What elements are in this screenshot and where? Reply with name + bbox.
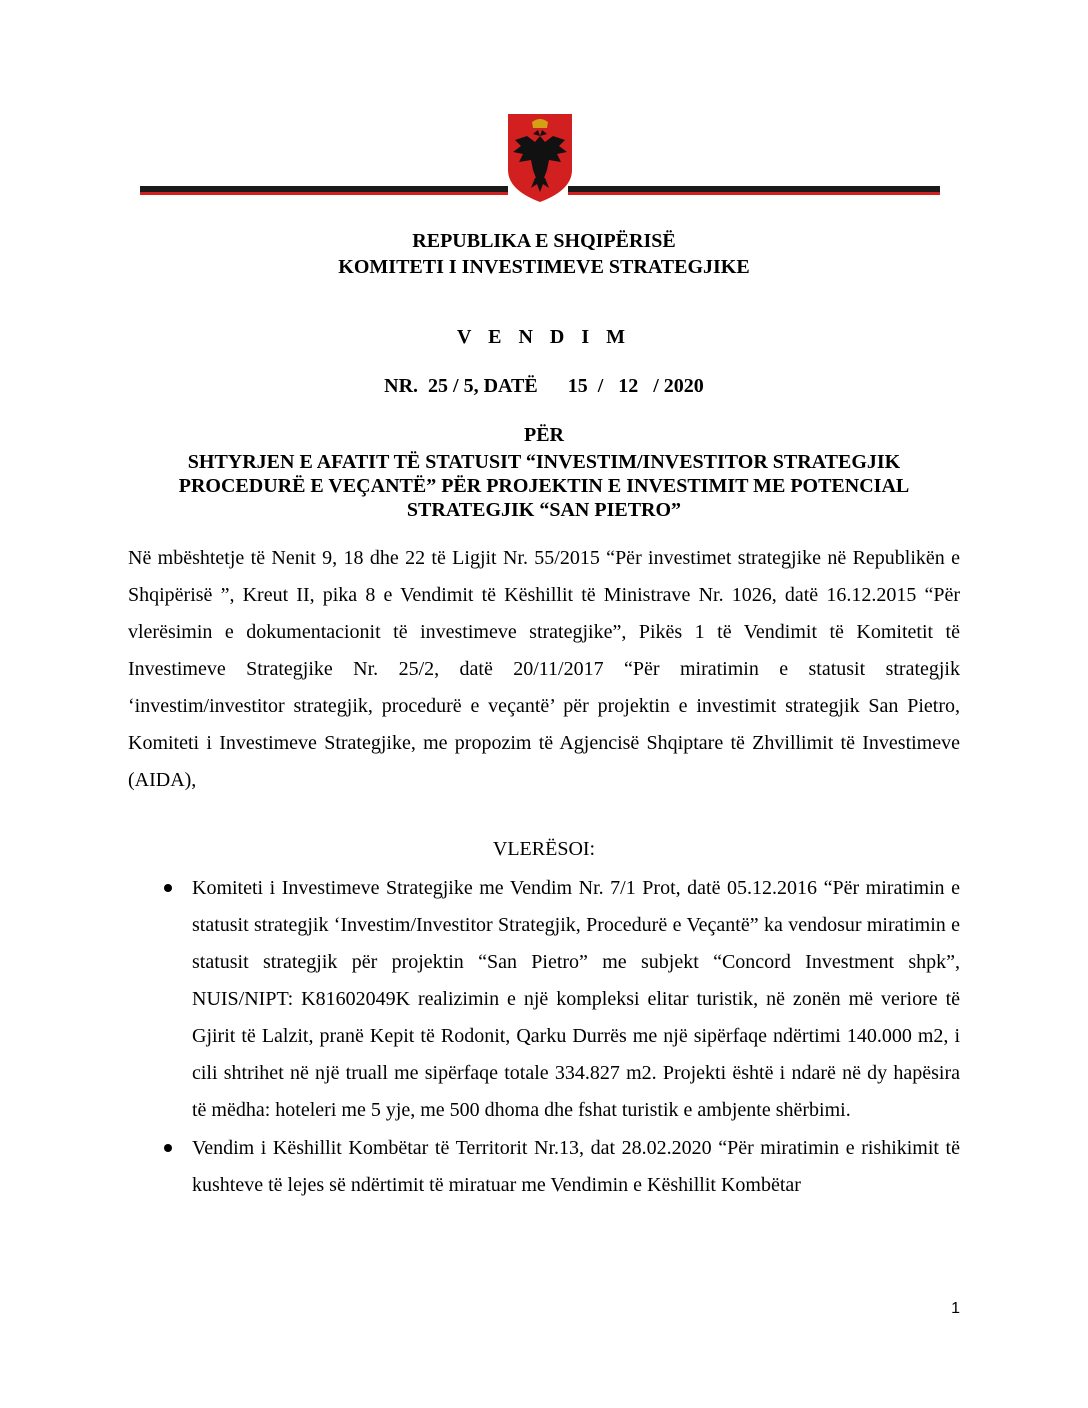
decision-number: NR. 25 / 5, DATË 15 / 12 / 2020 — [384, 375, 704, 397]
header-rule-left — [140, 186, 508, 192]
list-item — [128, 1130, 960, 1204]
list-item — [128, 870, 960, 1129]
header-rule-right — [568, 186, 940, 192]
institution-name: KOMITETI I INVESTIMEVE STRATEGJIKE — [338, 256, 750, 278]
findings-list — [128, 870, 960, 1205]
preamble-paragraph: Në mbështetje të Nenit 9, 18 dhe 22 të Ligjit Nr. 55/2015 “Për investimet strategjike në Republikën e Shqipërisë ”, Kreut II, pika 8 e Vendimit të Këshillit të Ministrave Nr. 1026, datë 16.12.2015 “Për vlerësimin e dokumentacionit të investimeve strategjike”, Pikës 1 të Vendimit të Komitetit të Investimeve Strategjike Nr. 25/2, datë 20/11/2017 “Për miratimin e statusit strategjik ‘investim/investitor strategjik, procedurë e veçantë’ për projektin e investimit strategjik San Pietro, Komiteti i Investimeve Strategjike, me propozim të Agjencisë Shqiptare të Zhvillimit të Investimeve (AIDA), — [128, 547, 960, 791]
decision-per: PËR — [524, 424, 564, 446]
section-heading: VLERËSOI: — [492, 838, 596, 860]
list-item-text: Vendim i Këshillit Kombëtar të Territorit Nr.13, dat 28.02.2020 “Për miratimin e rishikimit të kushteve të lejes së ndërtimit të miratuar me Vendimin e Këshillit Kombëtar — [192, 1137, 960, 1196]
list-item-text: Komiteti i Investimeve Strategjike me Vendim Nr. 7/1 Prot, datë 05.12.2016 “Për miratimin e statusit strategjik ‘Investim/Investitor Strategjik, Procedurë e Veçantë” ka vendosur miratimin e statusit strategjik për projektin “San Pietro” me subjekt “Concord Investment shpk”, NUIS/NIPT: K81602049K realizimin e një kompleksi elitar turistik, në zonën më veriore të Gjirit të Lalzit, pranë Kepit të Rodonit, Qarku Durrës me një sipërfaqe ndërtimi 140.000 m2, i cili shtrihet në një truall me sipërfaqe totale 334.827 m2. Projekti është i ndarë në dy hapësira të mëdha: hoteleri me 5 yje, me 500 dhoma dhe fshat turistik e ambjente shërbimi. — [192, 877, 960, 1121]
coat-of-arms-icon — [505, 112, 575, 204]
decision-title: V E N D I M — [457, 326, 631, 348]
bullet-icon — [164, 1144, 172, 1152]
decision-subject: SHTYRJEN E AFATIT TË STATUSIT “INVESTIM/INVESTITOR STRATEGJIK PROCEDURË E VEÇANTË” PËR PROJEKTIN E INVESTIMIT ME POTENCIAL STRATEGJIK “SAN PIETRO” — [178, 451, 910, 521]
page-number: 1 — [951, 1300, 960, 1317]
issuing-authority — [0, 228, 1088, 280]
document-header — [0, 0, 1088, 210]
bullet-icon — [164, 884, 172, 892]
country-name: REPUBLIKA E SHQIPËRISË — [412, 230, 676, 252]
